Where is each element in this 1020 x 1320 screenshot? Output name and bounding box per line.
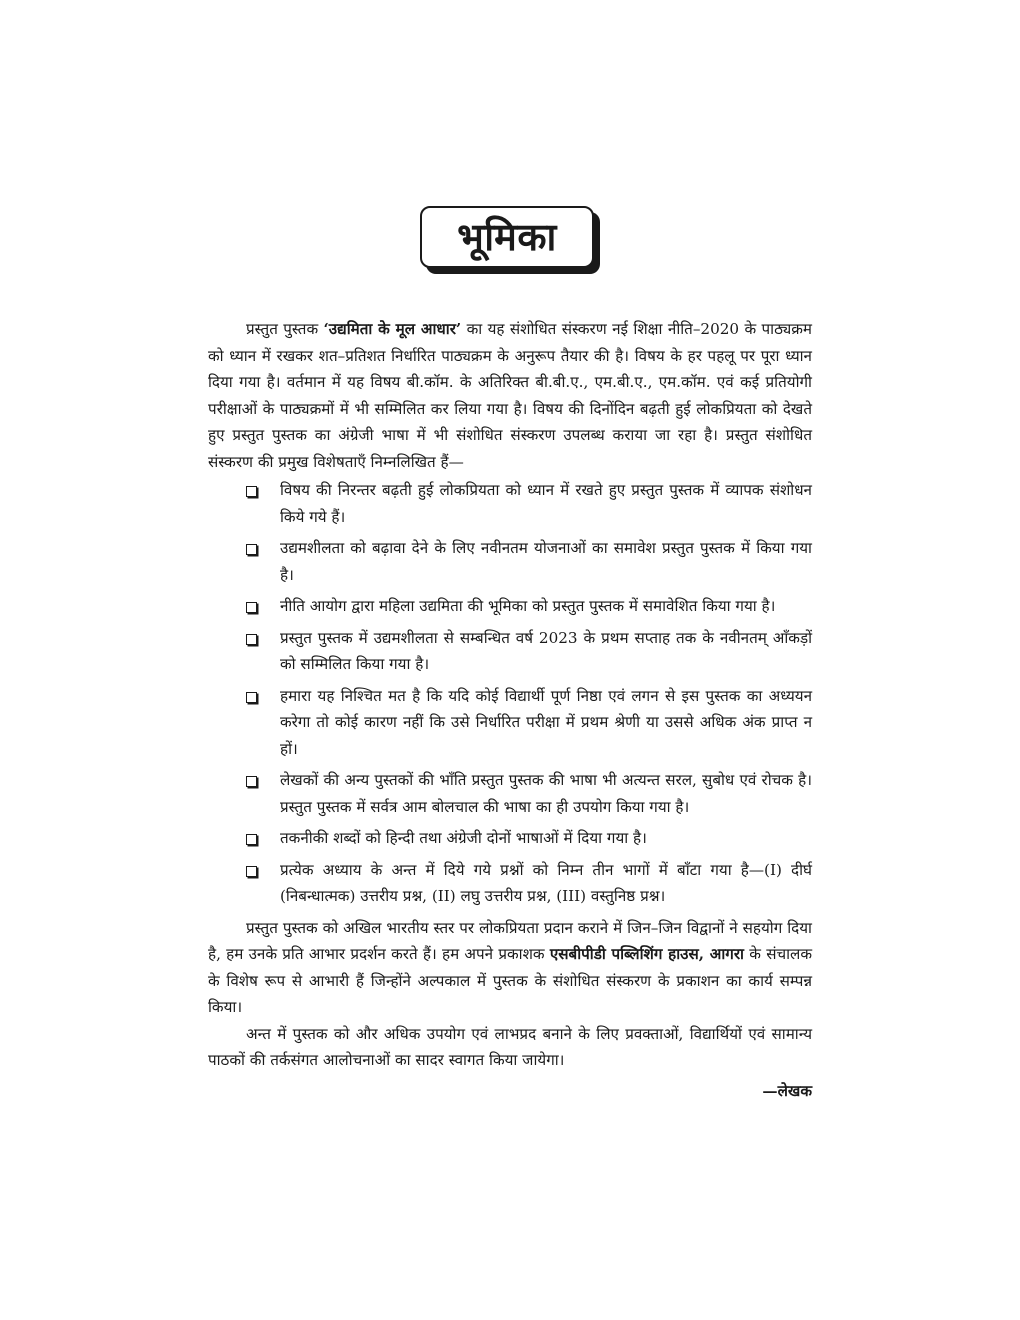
- list-item: [208, 535, 812, 588]
- title-badge: [420, 206, 598, 272]
- checkbox-bullet-icon: [246, 866, 257, 877]
- feature-text: लेखकों की अन्य पुस्तकों की भाँति प्रस्तुत पुस्तक की भाषा भी अत्यन्त सरल, सुबोध एवं रोचक है। प्रस्तुत पुस्तक में सर्वत्र आम बोलचाल की भाषा का ही उपयोग किया गया है।: [280, 771, 812, 816]
- checkbox-bullet-icon: [246, 834, 257, 845]
- checkbox-bullet-icon: [246, 544, 257, 555]
- checkbox-bullet-icon: [246, 692, 257, 703]
- checkbox-bullet-icon: [246, 486, 257, 497]
- feature-text: नीति आयोग द्वारा महिला उद्यमिता की भूमिका को प्रस्तुत पुस्तक में समावेशित किया गया है।: [280, 597, 776, 615]
- feature-text: प्रत्येक अध्याय के अन्त में दिये गये प्रश्नों को निम्न तीन भागों में बाँटा गया है—(I) दीर्घ (निबन्धात्मक) उत्तरीय प्रश्न, (II) लघु उत्तरीय प्रश्न, (III) वस्तुनिष्ठ प्रश्न।: [280, 860, 812, 905]
- list-item: [208, 593, 812, 620]
- closing-paragraph: अन्त में पुस्तक को और अधिक उपयोग एवं लाभप्रद बनाने के लिए प्रवक्ताओं, विद्यार्थियों एवं सामान्य पाठकों की तर्कसंगत आलोचनाओं का सादर स्वागत किया जायेगा।: [208, 1024, 812, 1069]
- features-list: [208, 477, 812, 910]
- publisher-name: एसबीपीडी पब्लिशिंग हाउस, आगरा: [549, 945, 744, 963]
- thanks-text-before: प्रस्तुत पुस्तक को अखिल भारतीय स्तर पर लोकप्रियता प्रदान कराने में जिन–जिन विद्वानों ने सहयोग दिया है, हम उनके प्रति आभार प्रदर्शन करते हैं। हम अपने प्रकाशक: [208, 918, 812, 963]
- thanks-paragraph: [208, 915, 812, 1021]
- list-item: [208, 857, 812, 910]
- list-item: [208, 683, 812, 763]
- checkbox-bullet-icon: [246, 776, 257, 787]
- checkbox-bullet-icon: [246, 602, 257, 613]
- title-box: [420, 206, 594, 268]
- list-item: [208, 825, 812, 852]
- feature-text: विषय की निरन्तर बढ़ती हुई लोकप्रियता को ध्यान में रखते हुए प्रस्तुत पुस्तक में व्यापक संशोधन किये गये हैं।: [280, 481, 812, 526]
- intro-text-before: प्रस्तुत पुस्तक: [246, 320, 324, 338]
- feature-text: उद्यमशीलता को बढ़ावा देने के लिए नवीनतम योजनाओं का समावेश प्रस्तुत पुस्तक में किया गया है।: [280, 539, 812, 584]
- author-signature: —लेखक: [762, 1081, 812, 1100]
- feature-text: तकनीकी शब्दों को हिन्दी तथा अंग्रेजी दोनों भाषाओं में दिया गया है।: [280, 829, 647, 847]
- feature-text: हमारा यह निश्चित मत है कि यदि कोई विद्यार्थी पूर्ण निष्ठा एवं लगन से इस पुस्तक का अध्ययन करेगा तो कोई कारण नहीं कि उसे निर्धारित परीक्षा में प्रथम श्रेणी या उससे अधिक अंक प्राप्त न हों।: [280, 686, 812, 758]
- page-title: भूमिका: [457, 215, 557, 259]
- intro-paragraph: [208, 316, 812, 475]
- list-item: [208, 477, 812, 530]
- book-title: ‘उद्यमिता के मूल आधार’: [323, 320, 462, 338]
- checkbox-bullet-icon: [246, 634, 257, 645]
- preface-body: [208, 316, 812, 1104]
- list-item: [208, 767, 812, 820]
- feature-text: प्रस्तुत पुस्तक में उद्यमशीलता से सम्बन्धित वर्ष 2023 के प्रथम सप्ताह तक के नवीनतम् आँकड़ों को सम्मिलित किया गया है।: [280, 628, 812, 673]
- intro-text-after: का यह संशोधित संस्करण नई शिक्षा नीति–2020 के पाठ्यक्रम को ध्यान में रखकर शत–प्रतिशत निर्धारित पाठ्यक्रम के अनुरूप तैयार की है। विषय के हर पहलू पर पूरा ध्यान दिया गया है। वर्तमान में यह विषय बी.कॉम. के अतिरिक्त बी.बी.ए., एम.बी.ए., एम.कॉम. एवं कई प्रतियोगी परीक्षाओं के पाठ्यक्रमों में भी सम्मिलित कर लिया गया है। विषय की दिनोंदिन बढ़ती हुई लोकप्रियता को देखते हुए प्रस्तुत पुस्तक का अंग्रेजी भाषा में भी संशोधित संस्करण उपलब्ध कराया जा रहा है। प्रस्तुत संशोधित संस्करण की प्रमुख विशेषताएँ निम्नलिखित हैं—: [208, 320, 812, 471]
- thanks-text-after: के संचालक के विशेष रूप से आभारी हैं जिन्होंने अल्पकाल में पुस्तक के संशोधित संस्करण के प्रकाशन का कार्य सम्पन्न किया।: [208, 945, 812, 1016]
- list-item: [208, 625, 812, 678]
